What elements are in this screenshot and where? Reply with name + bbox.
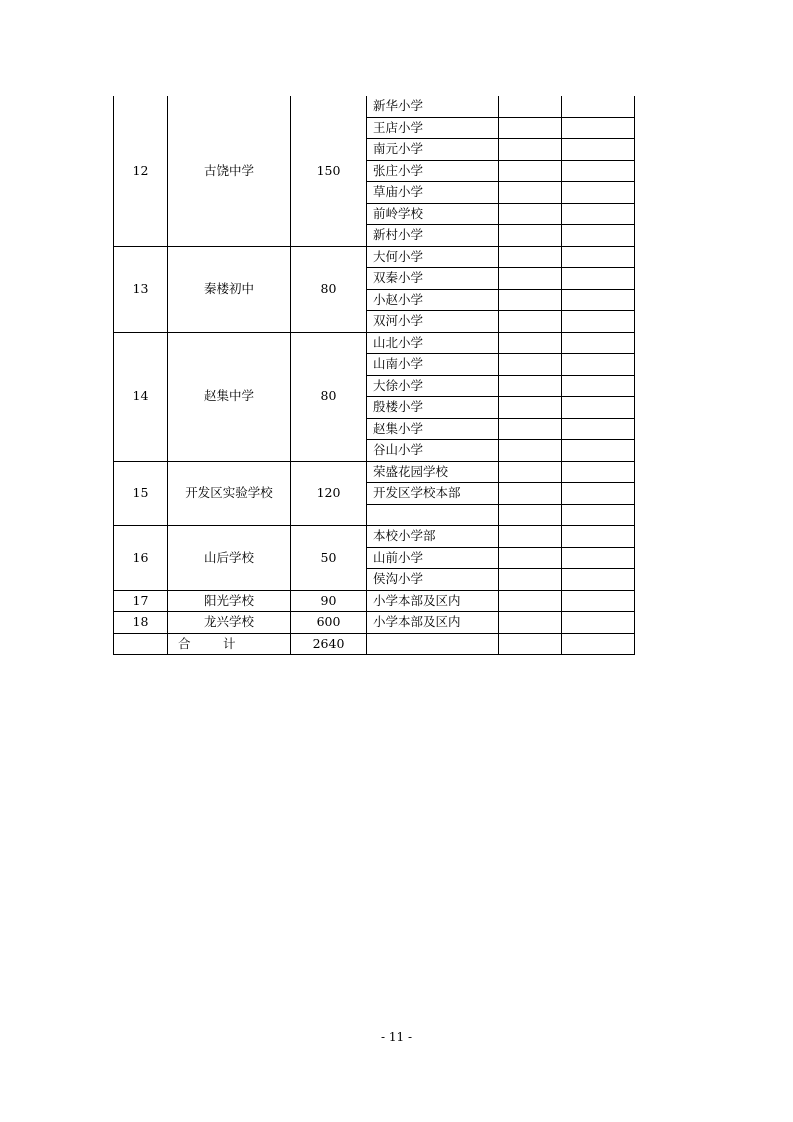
blank-cell <box>562 397 635 419</box>
row-number: 14 <box>114 332 168 461</box>
table-body <box>114 96 635 655</box>
middle-school-name: 阳光学校 <box>168 590 291 612</box>
blank-cell <box>562 612 635 634</box>
blank-cell <box>499 354 562 376</box>
blank-cell <box>499 96 562 117</box>
blank-cell <box>562 117 635 139</box>
blank-cell <box>562 160 635 182</box>
blank-cell <box>499 483 562 505</box>
feeder-school-name: 双秦小学 <box>367 268 499 290</box>
middle-school-name: 山后学校 <box>168 526 291 591</box>
blank-cell <box>499 160 562 182</box>
total-count: 2640 <box>291 633 367 655</box>
feeder-school-name: 本校小学部 <box>367 526 499 548</box>
blank-cell <box>562 375 635 397</box>
blank-cell <box>499 547 562 569</box>
feeder-school-name: 山南小学 <box>367 354 499 376</box>
total-label: 合计 <box>178 635 269 651</box>
feeder-school-name: 荣盛花园学校 <box>367 461 499 483</box>
feeder-school-name <box>367 504 499 526</box>
blank-cell <box>499 375 562 397</box>
middle-school-name: 开发区实验学校 <box>168 461 291 526</box>
blank-cell <box>562 461 635 483</box>
feeder-school-name: 大徐小学 <box>367 375 499 397</box>
middle-school-name: 古饶中学 <box>168 96 291 246</box>
table-row <box>114 590 635 612</box>
blank-cell <box>562 225 635 247</box>
blank-cell <box>562 569 635 591</box>
feeder-school-name: 新华小学 <box>367 96 499 117</box>
feeder-school-name: 双河小学 <box>367 311 499 333</box>
feeder-school-name: 王店小学 <box>367 117 499 139</box>
blank-cell <box>499 590 562 612</box>
blank-cell <box>562 440 635 462</box>
feeder-school-name: 大何小学 <box>367 246 499 268</box>
row-number: 17 <box>114 590 168 612</box>
enrollment-count: 80 <box>291 332 367 461</box>
row-number: 18 <box>114 612 168 634</box>
blank-cell <box>499 246 562 268</box>
blank-cell <box>499 612 562 634</box>
feeder-school-name: 南元小学 <box>367 139 499 161</box>
page-number: - 11 - <box>380 1030 412 1044</box>
enrollment-count: 150 <box>291 96 367 246</box>
blank-cell <box>562 633 635 655</box>
feeder-school-name: 小学本部及区内 <box>367 612 499 634</box>
blank-cell <box>562 354 635 376</box>
middle-school-name: 赵集中学 <box>168 332 291 461</box>
row-number: 16 <box>114 526 168 591</box>
enrollment-count: 80 <box>291 246 367 332</box>
blank-cell <box>499 139 562 161</box>
feeder-school-name: 山北小学 <box>367 332 499 354</box>
blank-cell <box>499 203 562 225</box>
table-row <box>114 96 635 117</box>
middle-school-name: 龙兴学校 <box>168 612 291 634</box>
blank-cell <box>499 332 562 354</box>
feeder-school-name: 小赵小学 <box>367 289 499 311</box>
enrollment-count: 90 <box>291 590 367 612</box>
blank-cell <box>499 461 562 483</box>
blank-cell <box>562 246 635 268</box>
row-number: 12 <box>114 96 168 246</box>
enrollment-count: 50 <box>291 526 367 591</box>
feeder-school-name: 开发区学校本部 <box>367 483 499 505</box>
table-row <box>114 246 635 268</box>
blank-cell <box>499 182 562 204</box>
blank-cell <box>562 483 635 505</box>
feeder-school-name: 山前小学 <box>367 547 499 569</box>
feeder-school-name: 草庙小学 <box>367 182 499 204</box>
blank-cell <box>499 633 562 655</box>
table-row <box>114 526 635 548</box>
blank-cell <box>499 526 562 548</box>
blank-cell <box>562 590 635 612</box>
blank-cell <box>562 182 635 204</box>
enrollment-count: 600 <box>291 612 367 634</box>
blank-cell <box>562 418 635 440</box>
total-row <box>114 633 635 655</box>
enrollment-count: 120 <box>291 461 367 526</box>
blank-cell <box>562 311 635 333</box>
blank-cell <box>562 332 635 354</box>
blank-cell <box>499 268 562 290</box>
blank-cell <box>562 289 635 311</box>
blank-cell <box>499 440 562 462</box>
feeder-school-name: 新村小学 <box>367 225 499 247</box>
row-number: 13 <box>114 246 168 332</box>
feeder-school-name: 前岭学校 <box>367 203 499 225</box>
blank-cell <box>562 96 635 117</box>
feeder-school-name: 赵集小学 <box>367 418 499 440</box>
total-label-cell <box>168 633 291 655</box>
feeder-school-name: 小学本部及区内 <box>367 590 499 612</box>
feeder-school-name: 殷楼小学 <box>367 397 499 419</box>
blank-cell <box>499 225 562 247</box>
table-row <box>114 461 635 483</box>
blank-cell <box>499 397 562 419</box>
blank-cell <box>562 203 635 225</box>
table-row <box>114 332 635 354</box>
blank-cell <box>499 504 562 526</box>
blank-cell <box>499 569 562 591</box>
blank-cell <box>367 633 499 655</box>
feeder-school-name: 侯沟小学 <box>367 569 499 591</box>
enrollment-table <box>113 96 635 655</box>
row-number: 15 <box>114 461 168 526</box>
blank-cell <box>499 117 562 139</box>
feeder-school-name: 张庄小学 <box>367 160 499 182</box>
feeder-school-name: 谷山小学 <box>367 440 499 462</box>
blank-cell <box>499 311 562 333</box>
blank-cell <box>562 504 635 526</box>
table-row <box>114 612 635 634</box>
blank-cell <box>562 268 635 290</box>
blank-cell <box>114 633 168 655</box>
middle-school-name: 秦楼初中 <box>168 246 291 332</box>
blank-cell <box>499 418 562 440</box>
blank-cell <box>562 139 635 161</box>
blank-cell <box>499 289 562 311</box>
blank-cell <box>562 547 635 569</box>
blank-cell <box>562 526 635 548</box>
